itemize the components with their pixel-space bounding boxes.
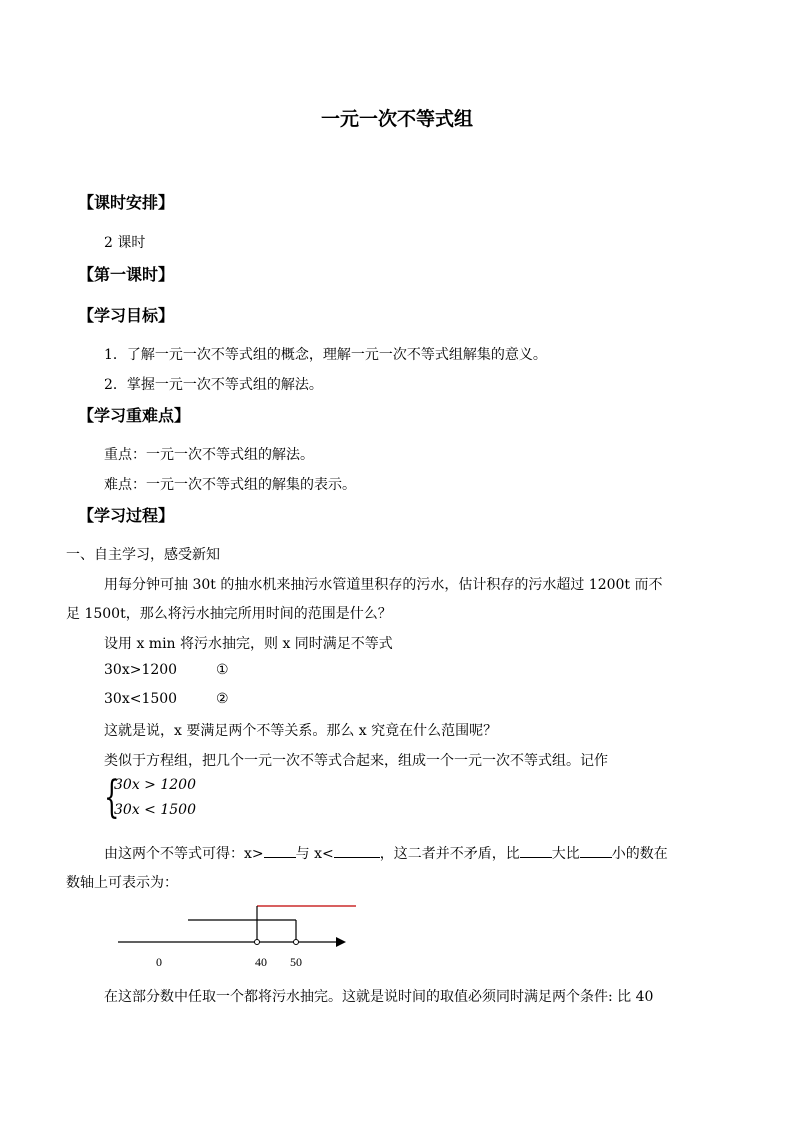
document-title: 一元一次不等式组 — [320, 108, 473, 130]
blank-upper-bound[interactable] — [334, 843, 380, 858]
key-point-2: 难点：一元一次不等式组的解集的表示。 — [104, 477, 356, 493]
goal-item-2: 2．掌握一元一次不等式组的解法。 — [104, 377, 323, 393]
number-line-diagram — [100, 895, 370, 975]
definition-text: 类似于方程组，把几个一元一次不等式合起来，组成一个一元一次不等式组。记作 — [104, 753, 608, 769]
goals-heading: 【学习目标】 — [78, 306, 175, 325]
setup-text: 设用 x min 将污水抽完，则 x 同时满足不等式 — [104, 636, 393, 652]
schedule-text: 2 课时 — [104, 235, 146, 251]
system-line-2: 30x < 1500 — [114, 802, 196, 818]
blank-greater-than[interactable] — [520, 843, 552, 858]
key-point-1: 重点：一元一次不等式组的解法。 — [104, 447, 314, 463]
lesson1-heading: 【第一课时】 — [78, 265, 175, 284]
fill-text-3: ，这二者并不矛盾，比 — [379, 846, 520, 862]
tick-label-0: 0 — [156, 955, 162, 969]
blank-less-than[interactable] — [580, 843, 612, 858]
conclusion-text: 在这部分数中任取一个都将污水抽完。这就是说时间的取值必须同时满足两个条件: 比 40 — [104, 989, 654, 1005]
goal-item-1: 1．了解一元一次不等式组的概念，理解一元一次不等式组解集的意义。 — [104, 347, 547, 363]
key-heading: 【学习重难点】 — [78, 406, 191, 425]
inequality-system — [104, 772, 224, 825]
fill-in-line-2: 数轴上可表示为： — [66, 875, 178, 891]
process-heading: 【学习过程】 — [78, 506, 175, 525]
part1-title: 一、自主学习，感受新知 — [66, 547, 220, 563]
inequality-2: 30x<1500 — [104, 691, 178, 707]
blank-lower-bound[interactable] — [264, 843, 296, 858]
inequality-1-mark: ① — [216, 662, 229, 678]
fill-text-4: 大比 — [551, 846, 580, 862]
open-point-40 — [255, 940, 260, 945]
problem-line-2: 足 1500t，那么将污水抽完所用时间的范围是什么？ — [66, 606, 392, 622]
system-line-1: 30x > 1200 — [114, 777, 196, 793]
fill-text-1: 由这两个不等式可得：x> — [104, 846, 264, 862]
tick-label-50: 50 — [290, 955, 302, 969]
inequality-1: 30x>1200 — [104, 662, 178, 678]
inequality-2-mark: ② — [216, 691, 229, 707]
brace-symbol: { — [104, 772, 120, 823]
relation-text: 这就是说，x 要满足两个不等关系。那么 x 究竟在什么范围呢？ — [104, 723, 498, 739]
open-point-50 — [294, 940, 299, 945]
schedule-heading: 【课时安排】 — [78, 193, 175, 212]
fill-text-5: 小的数在 — [611, 846, 668, 862]
fill-in-line — [104, 843, 668, 863]
arrow-icon — [336, 937, 346, 947]
problem-line-1: 用每分钟可抽 30t 的抽水机来抽污水管道里积存的污水，估计积存的污水超过 1200t 而不 — [104, 577, 663, 593]
tick-label-40: 40 — [255, 955, 267, 969]
fill-text-2: 与 x< — [295, 846, 334, 862]
